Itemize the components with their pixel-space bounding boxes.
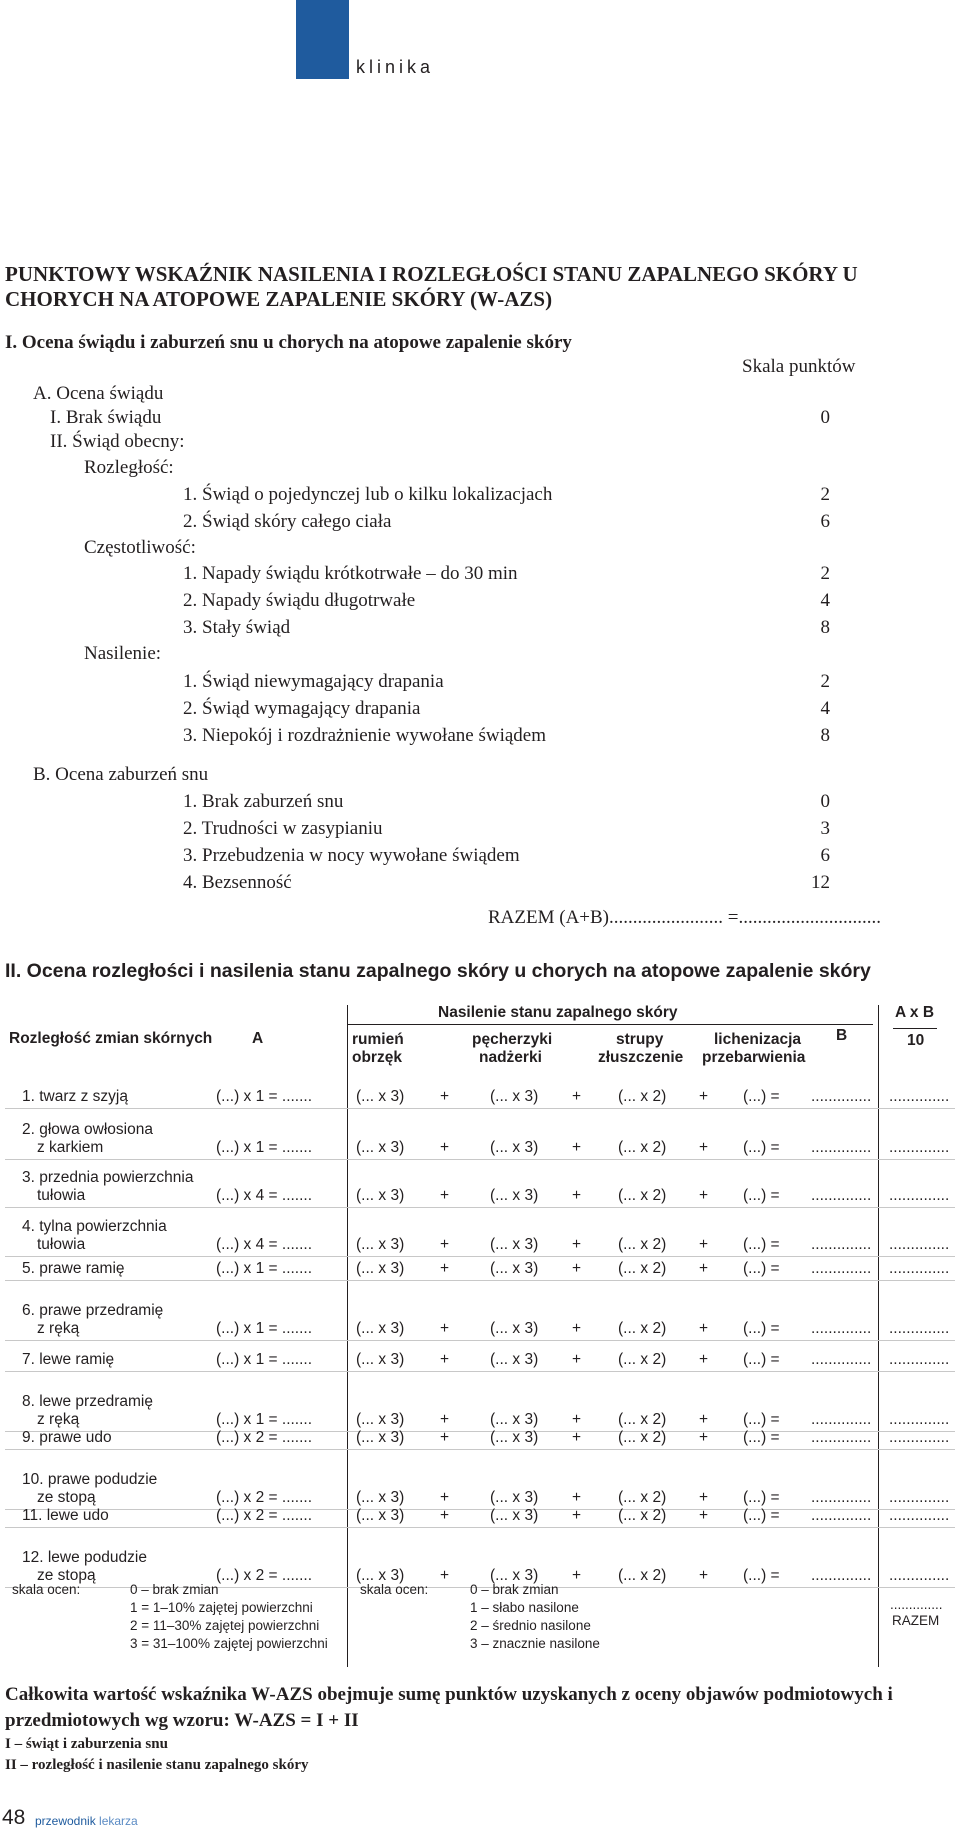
cell-axb: .............. xyxy=(889,1351,950,1368)
part1-item: 1. Brak zaburzeń snu xyxy=(183,791,344,812)
cell-pecherzyki: (... x 3) xyxy=(490,1429,539,1446)
part1-item: 2. Świąd skóry całego ciała xyxy=(183,511,392,532)
cell-a: (...) x 4 = ....... xyxy=(216,1187,313,1204)
header-nadzerki: nadżerki xyxy=(479,1049,542,1066)
cell-axb: .............. xyxy=(889,1320,950,1337)
fraction-rule xyxy=(893,1028,937,1029)
header-zluszczenie: złuszczenie xyxy=(598,1049,684,1066)
row-separator xyxy=(5,1108,955,1109)
plus-sign: + xyxy=(572,1411,582,1428)
plus-sign: + xyxy=(699,1489,709,1506)
publication-name xyxy=(35,1814,138,1828)
plus-sign: + xyxy=(572,1567,582,1584)
legend-item: II – rozległość i nasilenie stanu zapalnego skóry xyxy=(5,1757,309,1773)
cell-b: .............. xyxy=(811,1320,872,1337)
header-rumien: rumień xyxy=(352,1031,404,1048)
cell-b: .............. xyxy=(811,1139,872,1156)
part1-points: 2 xyxy=(820,563,830,584)
row-separator xyxy=(5,1256,955,1257)
plus-sign: + xyxy=(699,1429,709,1446)
publication-name-a: przewodnik xyxy=(35,1814,96,1828)
part1-item: B. Ocena zaburzeń snu xyxy=(33,764,209,785)
header-ten: 10 xyxy=(907,1032,925,1049)
part1-points: 8 xyxy=(820,725,830,746)
cell-rumien: (... x 3) xyxy=(356,1320,405,1337)
row-label-continued: z ręką xyxy=(37,1320,80,1337)
plus-sign: + xyxy=(572,1139,582,1156)
plus-sign: + xyxy=(440,1139,450,1156)
part1-points: 2 xyxy=(820,484,830,505)
plus-sign: + xyxy=(572,1088,582,1105)
cell-axb: .............. xyxy=(889,1489,950,1506)
cell-strupy: (... x 2) xyxy=(618,1187,667,1204)
header-przebarwienia: przebarwienia xyxy=(702,1049,806,1066)
plus-sign: + xyxy=(572,1260,582,1277)
plus-sign: + xyxy=(699,1260,709,1277)
cell-lichenizacja: (...) = xyxy=(743,1236,780,1253)
part1-points: 3 xyxy=(820,818,830,839)
cell-lichenizacja: (...) = xyxy=(743,1567,780,1584)
part1-points: 4 xyxy=(820,590,830,611)
cell-pecherzyki: (... x 3) xyxy=(490,1411,539,1428)
cell-strupy: (... x 2) xyxy=(618,1489,667,1506)
cell-lichenizacja: (...) = xyxy=(743,1507,780,1524)
part1-item: 2. Świąd wymagający drapania xyxy=(183,698,421,719)
part1-item: 2. Trudności w zasypianiu xyxy=(183,818,383,839)
plus-sign: + xyxy=(440,1351,450,1368)
plus-sign: + xyxy=(699,1411,709,1428)
plus-sign: + xyxy=(699,1320,709,1337)
section-label: klinika xyxy=(356,57,435,77)
cell-b: .............. xyxy=(811,1507,872,1524)
cell-pecherzyki: (... x 3) xyxy=(490,1351,539,1368)
row-label: 9. prawe udo xyxy=(22,1429,112,1446)
header-nasilenie: Nasilenie stanu zapalnego skóry xyxy=(438,1004,678,1021)
row-separator xyxy=(5,1159,955,1160)
header-axb: A x B xyxy=(895,1004,935,1021)
part1-item: Rozległość: xyxy=(84,457,174,478)
row-label: 1. twarz z szyją xyxy=(22,1088,128,1105)
cell-strupy: (... x 2) xyxy=(618,1088,667,1105)
razem-label: RAZEM xyxy=(892,1613,940,1628)
plus-sign: + xyxy=(572,1507,582,1524)
plus-sign: + xyxy=(699,1507,709,1524)
cell-b: .............. xyxy=(811,1429,872,1446)
row-label: 5. prawe ramię xyxy=(22,1260,125,1277)
scale-right-item: 3 – znacznie nasilone xyxy=(470,1636,600,1651)
cell-axb: .............. xyxy=(889,1236,950,1253)
part1-item: 1. Świąd niewymagający drapania xyxy=(183,671,444,692)
plus-sign: + xyxy=(440,1260,450,1277)
part1-points: 6 xyxy=(820,511,830,532)
cell-strupy: (... x 2) xyxy=(618,1139,667,1156)
row-separator xyxy=(5,1449,955,1450)
part1-points: 0 xyxy=(820,791,830,812)
row-separator xyxy=(5,1207,955,1208)
part1-item: Nasilenie: xyxy=(84,643,162,664)
cell-a: (...) x 4 = ....... xyxy=(216,1236,313,1253)
scale-header: Skala punktów xyxy=(742,356,856,377)
cell-axb: .............. xyxy=(889,1429,950,1446)
cell-b: .............. xyxy=(811,1088,872,1105)
cell-b: .............. xyxy=(811,1411,872,1428)
cell-a: (...) x 2 = ....... xyxy=(216,1429,313,1446)
row-label: 3. przednia powierzchnia xyxy=(22,1169,194,1186)
header-strupy: strupy xyxy=(616,1031,664,1048)
row-separator xyxy=(5,1527,955,1528)
cell-axb: .............. xyxy=(889,1567,950,1584)
cell-a: (...) x 2 = ....... xyxy=(216,1489,313,1506)
row-label: 10. prawe podudzie xyxy=(22,1471,158,1488)
cell-lichenizacja: (...) = xyxy=(743,1260,780,1277)
row-label-continued: z karkiem xyxy=(37,1139,104,1156)
scale-left-item: 3 = 31–100% zajętej powierzchni xyxy=(130,1636,328,1651)
cell-pecherzyki: (... x 3) xyxy=(490,1507,539,1524)
scale-right-item: 2 – średnio nasilone xyxy=(470,1618,591,1633)
cell-pecherzyki: (... x 3) xyxy=(490,1236,539,1253)
cell-pecherzyki: (... x 3) xyxy=(490,1139,539,1156)
plus-sign: + xyxy=(572,1320,582,1337)
cell-axb: .............. xyxy=(889,1187,950,1204)
row-label-continued: tułowia xyxy=(37,1187,86,1204)
cell-a: (...) x 1 = ....... xyxy=(216,1320,313,1337)
cell-pecherzyki: (... x 3) xyxy=(490,1567,539,1584)
cell-a: (...) x 2 = ....... xyxy=(216,1507,313,1524)
plus-sign: + xyxy=(440,1187,450,1204)
part1-item: 1. Napady świądu krótkotrwałe – do 30 min xyxy=(183,563,518,584)
row-label: 8. lewe przedramię xyxy=(22,1393,153,1410)
cell-a: (...) x 1 = ....... xyxy=(216,1088,313,1105)
razem-dots: .............. xyxy=(890,1597,943,1612)
plus-sign: + xyxy=(440,1236,450,1253)
cell-b: .............. xyxy=(811,1567,872,1584)
cell-b: .............. xyxy=(811,1489,872,1506)
part1-points: 12 xyxy=(811,872,830,893)
part1-total-line: RAZEM (A+B)........................ =.............................. xyxy=(488,907,881,928)
header-rozleglosc: Rozległość zmian skórnych xyxy=(9,1030,213,1047)
header-pecherzyki: pęcherzyki xyxy=(472,1031,553,1048)
formula-text: Całkowita wartość wskaźnika W-AZS obejmuje sumę punktów uzyskanych z oceny objawów podmiotowych i przedmiotowych wg wzoru: W-AZS = I + II xyxy=(5,1684,893,1731)
cell-axb: .............. xyxy=(889,1411,950,1428)
plus-sign: + xyxy=(572,1489,582,1506)
row-separator xyxy=(5,1371,955,1372)
cell-b: .............. xyxy=(811,1351,872,1368)
part1-points: 6 xyxy=(820,845,830,866)
page-title: PUNKTOWY WSKAŹNIK NASILENIA I ROZLEGŁOŚCI STANU ZAPALNEGO SKÓRY U CHORYCH NA ATOPOWE ZAPALENIE SKÓRY (W-AZS) xyxy=(5,262,858,311)
plus-sign: + xyxy=(440,1411,450,1428)
part2-heading: II. Ocena rozległości i nasilenia stanu zapalnego skóry u chorych na atopowe zapalenie skóry xyxy=(5,960,871,982)
plus-sign: + xyxy=(699,1088,709,1105)
cell-axb: .............. xyxy=(889,1088,950,1105)
plus-sign: + xyxy=(440,1320,450,1337)
cell-strupy: (... x 2) xyxy=(618,1567,667,1584)
plus-sign: + xyxy=(699,1567,709,1584)
cell-lichenizacja: (...) = xyxy=(743,1187,780,1204)
plus-sign: + xyxy=(572,1429,582,1446)
part1-item: 3. Stały świąd xyxy=(183,617,291,638)
row-label-continued: ze stopą xyxy=(37,1567,96,1584)
cell-rumien: (... x 3) xyxy=(356,1187,405,1204)
table-header-rule xyxy=(347,1024,873,1025)
cell-a: (...) x 1 = ....... xyxy=(216,1260,313,1277)
cell-a: (...) x 1 = ....... xyxy=(216,1139,313,1156)
part1-item: Częstotliwość: xyxy=(84,537,196,558)
cell-b: .............. xyxy=(811,1187,872,1204)
cell-lichenizacja: (...) = xyxy=(743,1489,780,1506)
table-vertical-rule xyxy=(878,1005,879,1667)
row-label-continued: tułowia xyxy=(37,1236,86,1253)
plus-sign: + xyxy=(699,1351,709,1368)
cell-rumien: (... x 3) xyxy=(356,1429,405,1446)
cell-rumien: (... x 3) xyxy=(356,1260,405,1277)
cell-rumien: (... x 3) xyxy=(356,1088,405,1105)
plus-sign: + xyxy=(440,1088,450,1105)
table-vertical-rule xyxy=(347,1005,348,1667)
cell-pecherzyki: (... x 3) xyxy=(490,1187,539,1204)
header-b: B xyxy=(836,1027,848,1044)
part1-item: I. Brak świądu xyxy=(50,407,162,428)
scale-left-item: 0 – brak zmian xyxy=(130,1582,219,1597)
cell-pecherzyki: (... x 3) xyxy=(490,1489,539,1506)
cell-b: .............. xyxy=(811,1236,872,1253)
row-label: 6. prawe przedramię xyxy=(22,1302,164,1319)
scale-left-item: 1 = 1–10% zajętej powierzchni xyxy=(130,1600,313,1615)
cell-rumien: (... x 3) xyxy=(356,1567,405,1584)
scale-left-label: skala ocen: xyxy=(12,1582,81,1597)
cell-strupy: (... x 2) xyxy=(618,1320,667,1337)
cell-lichenizacja: (...) = xyxy=(743,1351,780,1368)
page-number: 48 xyxy=(2,1806,26,1829)
part1-item: 3. Przebudzenia w nocy wywołane świądem xyxy=(183,845,520,866)
cell-axb: .............. xyxy=(889,1139,950,1156)
part1-points: 2 xyxy=(820,671,830,692)
cell-pecherzyki: (... x 3) xyxy=(490,1088,539,1105)
cell-strupy: (... x 2) xyxy=(618,1507,667,1524)
cell-strupy: (... x 2) xyxy=(618,1236,667,1253)
header-a: A xyxy=(252,1030,264,1047)
cell-a: (...) x 1 = ....... xyxy=(216,1351,313,1368)
plus-sign: + xyxy=(699,1236,709,1253)
part1-points: 0 xyxy=(820,407,830,428)
cell-pecherzyki: (... x 3) xyxy=(490,1260,539,1277)
part1-item: II. Świąd obecny: xyxy=(50,431,185,452)
cell-lichenizacja: (...) = xyxy=(743,1088,780,1105)
scale-left-item: 2 = 11–30% zajętej powierzchni xyxy=(130,1618,320,1633)
row-label: 7. lewe ramię xyxy=(22,1351,115,1368)
section-color-block xyxy=(296,0,349,79)
cell-axb: .............. xyxy=(889,1507,950,1524)
part1-item: A. Ocena świądu xyxy=(33,383,164,404)
header-lichenizacja: lichenizacja xyxy=(714,1031,802,1048)
part1-item: 1. Świąd o pojedynczej lub o kilku lokalizacjach xyxy=(183,484,553,505)
plus-sign: + xyxy=(699,1139,709,1156)
plus-sign: + xyxy=(440,1507,450,1524)
cell-lichenizacja: (...) = xyxy=(743,1411,780,1428)
cell-pecherzyki: (... x 3) xyxy=(490,1320,539,1337)
part1-points: 8 xyxy=(820,617,830,638)
publication-name-b: lekarza xyxy=(99,1814,138,1828)
legend-item: I – świąt i zaburzenia snu xyxy=(5,1736,168,1752)
cell-strupy: (... x 2) xyxy=(618,1260,667,1277)
cell-rumien: (... x 3) xyxy=(356,1351,405,1368)
cell-lichenizacja: (...) = xyxy=(743,1139,780,1156)
cell-b: .............. xyxy=(811,1260,872,1277)
plus-sign: + xyxy=(440,1489,450,1506)
plus-sign: + xyxy=(440,1429,450,1446)
cell-rumien: (... x 3) xyxy=(356,1139,405,1156)
part1-heading: I. Ocena świądu i zaburzeń snu u chorych na atopowe zapalenie skóry xyxy=(5,332,572,353)
header-obrzek: obrzęk xyxy=(352,1049,402,1066)
cell-a: (...) x 1 = ....... xyxy=(216,1411,313,1428)
scale-right-item: 0 – brak zmian xyxy=(470,1582,559,1597)
plus-sign: + xyxy=(572,1236,582,1253)
cell-lichenizacja: (...) = xyxy=(743,1429,780,1446)
plus-sign: + xyxy=(699,1187,709,1204)
row-separator xyxy=(5,1280,955,1281)
row-label-continued: ze stopą xyxy=(37,1489,96,1506)
scale-right-label: skala ocen: xyxy=(360,1582,429,1597)
part1-item: 3. Niepokój i rozdrażnienie wywołane świądem xyxy=(183,725,546,746)
cell-a: (...) x 2 = ....... xyxy=(216,1567,313,1584)
part1-points: 4 xyxy=(820,698,830,719)
scale-right-item: 1 – słabo nasilone xyxy=(470,1600,579,1615)
row-label: 4. tylna powierzchnia xyxy=(22,1218,167,1235)
plus-sign: + xyxy=(572,1351,582,1368)
cell-rumien: (... x 3) xyxy=(356,1411,405,1428)
part1-item: 2. Napady świądu długotrwałe xyxy=(183,590,416,611)
row-label: 12. lewe podudzie xyxy=(22,1549,147,1566)
row-label: 2. głowa owłosiona xyxy=(22,1121,153,1138)
cell-strupy: (... x 2) xyxy=(618,1351,667,1368)
part1-item: 4. Bezsenność xyxy=(183,872,292,893)
plus-sign: + xyxy=(440,1567,450,1584)
cell-strupy: (... x 2) xyxy=(618,1411,667,1428)
plus-sign: + xyxy=(572,1187,582,1204)
cell-rumien: (... x 3) xyxy=(356,1236,405,1253)
cell-rumien: (... x 3) xyxy=(356,1489,405,1506)
row-label-continued: z ręką xyxy=(37,1411,80,1428)
cell-lichenizacja: (...) = xyxy=(743,1320,780,1337)
cell-strupy: (... x 2) xyxy=(618,1429,667,1446)
row-label: 11. lewe udo xyxy=(22,1507,109,1524)
cell-axb: .............. xyxy=(889,1260,950,1277)
row-separator xyxy=(5,1340,955,1341)
cell-rumien: (... x 3) xyxy=(356,1507,405,1524)
